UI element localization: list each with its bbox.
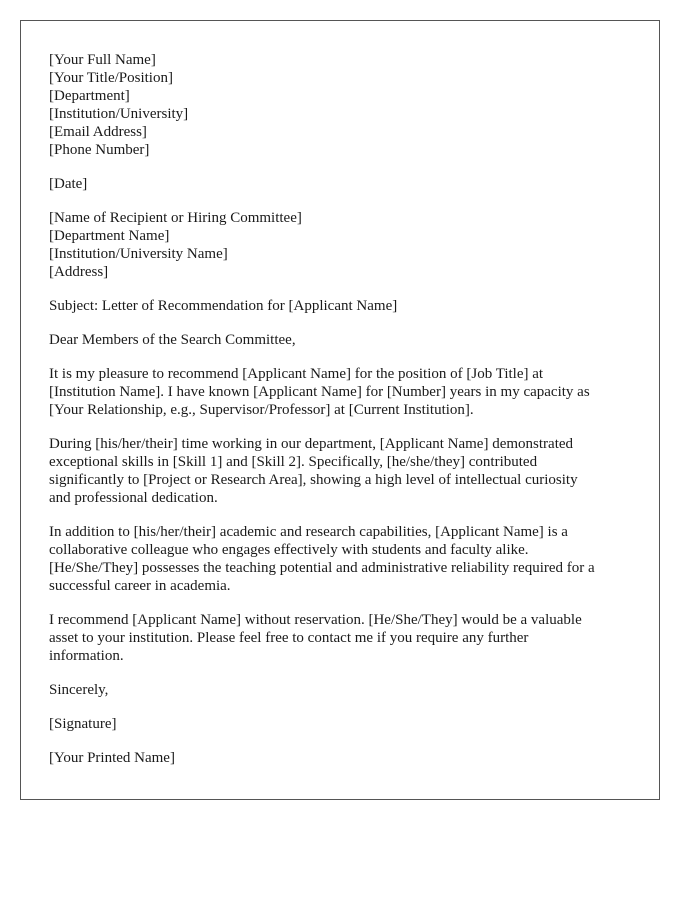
subject-line: Subject: Letter of Recommendation for [Applicant Name] bbox=[49, 298, 398, 314]
body-paragraph-1 bbox=[49, 365, 631, 419]
body-line: exceptional skills in [Skill 1] and [Skill 2]. Specifically, [he/she/they] contributed bbox=[49, 454, 538, 470]
body-line: successful career in academia. bbox=[49, 578, 231, 594]
signature-block bbox=[49, 715, 631, 733]
body-line: In addition to [his/her/their] academic and research capabilities, [Applicant Name] is a bbox=[49, 524, 568, 540]
body-line: and professional dedication. bbox=[49, 490, 218, 506]
body-line: information. bbox=[49, 648, 124, 664]
date-block bbox=[49, 175, 631, 193]
body-line: [Institution Name]. I have known [Applicant Name] for [Number] years in my capacity as bbox=[49, 384, 590, 400]
body-paragraph-2 bbox=[49, 435, 631, 507]
recipient-address: [Address] bbox=[49, 264, 109, 280]
body-line: collaborative colleague who engages effectively with students and faculty alike. bbox=[49, 542, 529, 558]
sender-name: [Your Full Name] bbox=[49, 52, 156, 68]
sender-block bbox=[49, 51, 631, 159]
subject-block bbox=[49, 297, 631, 315]
recipient-department: [Department Name] bbox=[49, 228, 170, 244]
letter-date: [Date] bbox=[49, 176, 88, 192]
sender-institution: [Institution/University] bbox=[49, 106, 189, 122]
letter-page bbox=[20, 20, 660, 800]
body-line: [Your Relationship, e.g., Supervisor/Professor] at [Current Institution]. bbox=[49, 402, 474, 418]
printed-name: [Your Printed Name] bbox=[49, 750, 175, 766]
closing: Sincerely, bbox=[49, 682, 109, 698]
signature: [Signature] bbox=[49, 716, 117, 732]
recipient-block bbox=[49, 209, 631, 281]
body-line: [He/She/They] possesses the teaching potential and administrative reliability required for a bbox=[49, 560, 595, 576]
body-line: During [his/her/their] time working in our department, [Applicant Name] demonstrated bbox=[49, 436, 574, 452]
sender-email: [Email Address] bbox=[49, 124, 147, 140]
printed-name-block bbox=[49, 749, 631, 767]
body-paragraph-3 bbox=[49, 523, 631, 595]
sender-department: [Department] bbox=[49, 88, 130, 104]
body-line: significantly to [Project or Research Area], showing a high level of intellectual curiosity bbox=[49, 472, 578, 488]
recipient-name: [Name of Recipient or Hiring Committee] bbox=[49, 210, 302, 226]
body-line: I recommend [Applicant Name] without reservation. [He/She/They] would be a valuable bbox=[49, 612, 582, 628]
sender-title: [Your Title/Position] bbox=[49, 70, 173, 86]
body-line: It is my pleasure to recommend [Applicant Name] for the position of [Job Title] at bbox=[49, 366, 544, 382]
sender-phone: [Phone Number] bbox=[49, 142, 150, 158]
closing-block bbox=[49, 681, 631, 699]
body-line: asset to your institution. Please feel free to contact me if you require any further bbox=[49, 630, 529, 646]
body-paragraph-4 bbox=[49, 611, 631, 665]
recipient-institution: [Institution/University Name] bbox=[49, 246, 228, 262]
salutation: Dear Members of the Search Committee, bbox=[49, 332, 296, 348]
salutation-block bbox=[49, 331, 631, 349]
